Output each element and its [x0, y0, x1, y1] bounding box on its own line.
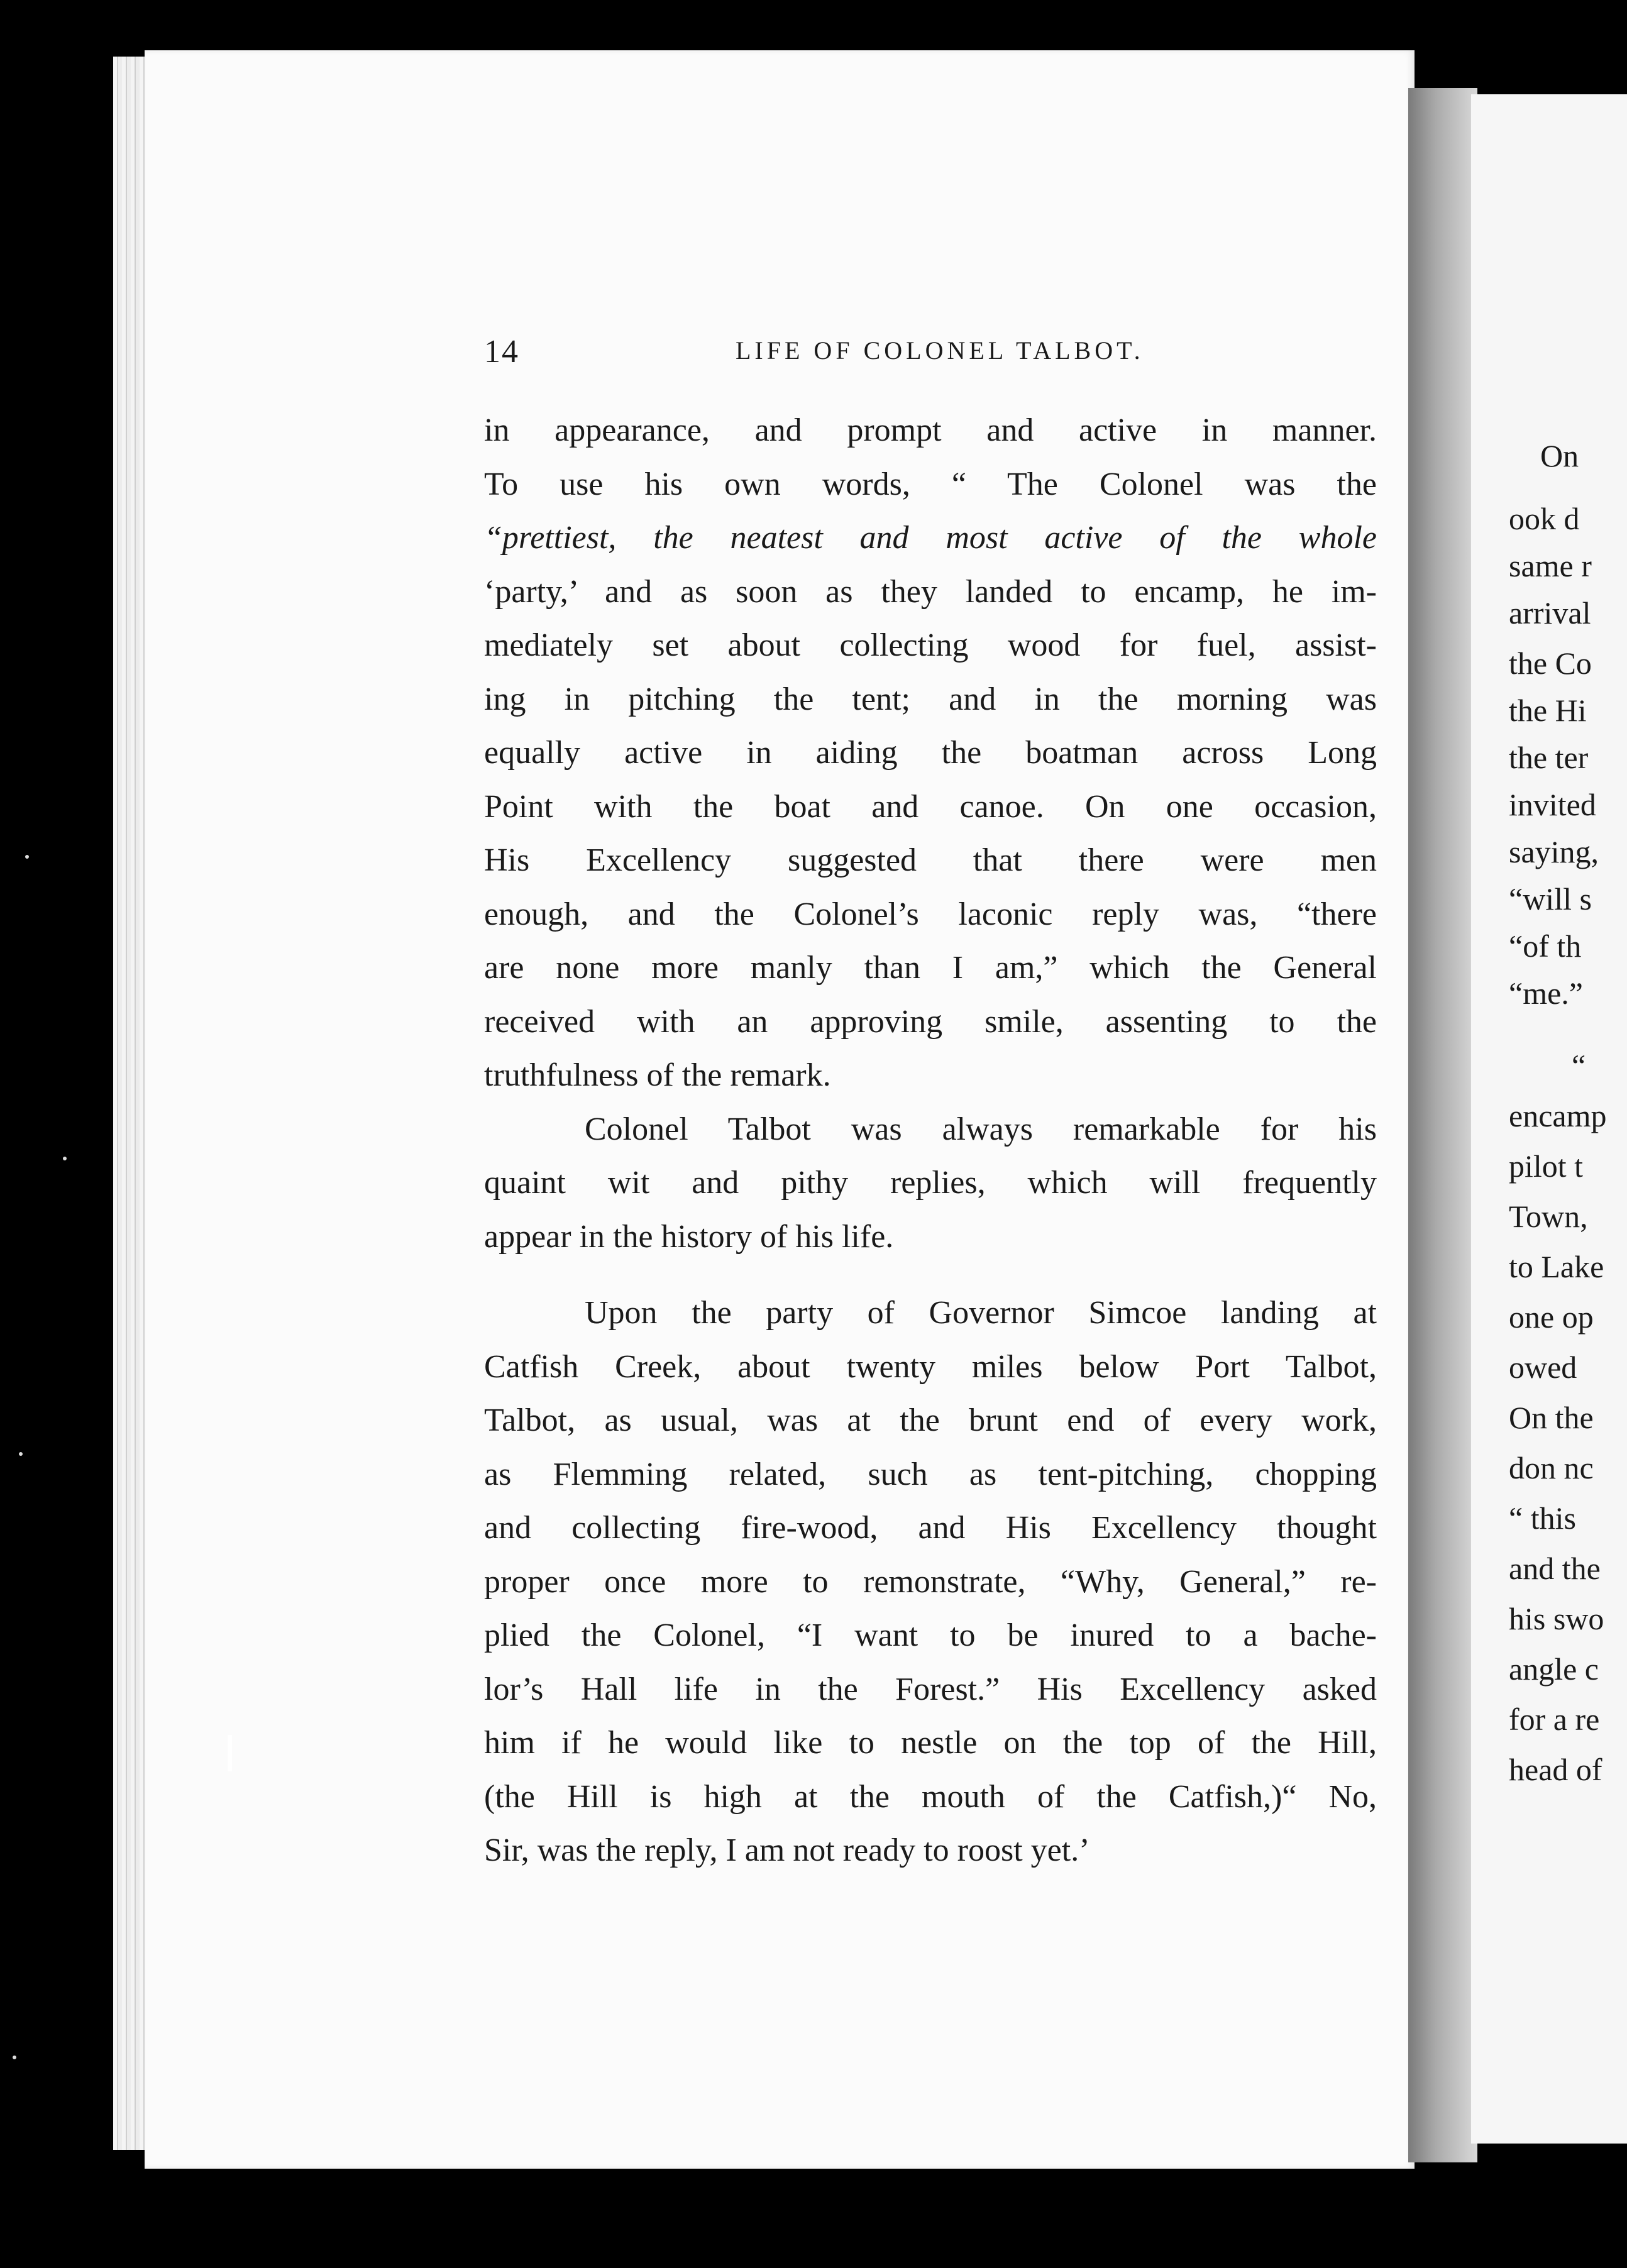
- text-line: proper once more to remonstrate, “Why, General,” re-: [484, 1563, 1377, 1600]
- paragraph: [484, 1103, 1377, 1264]
- text-line: Talbot, as usual, was at the brunt end of every work,: [484, 1402, 1377, 1438]
- facing-line: encamp: [1509, 1098, 1607, 1133]
- scan-artifact: [228, 1735, 232, 1771]
- page-number: 14: [484, 334, 519, 370]
- facing-page: [1471, 94, 1627, 2144]
- paragraph-gap: [484, 1263, 1377, 1286]
- scan-artifact: [19, 1452, 23, 1456]
- facing-line: “me.”: [1509, 976, 1583, 1011]
- facing-line: the Co: [1509, 646, 1592, 681]
- text-line: him if he would like to nestle on the top of the Hill,: [484, 1725, 1377, 1761]
- facing-line: and the: [1509, 1551, 1601, 1586]
- facing-line: to Lake: [1509, 1249, 1604, 1284]
- facing-line: the ter: [1509, 740, 1589, 775]
- text-line: Colonel Talbot was always remarkable for his: [585, 1111, 1377, 1147]
- text-line: and collecting fire-wood, and His Excellency thought: [484, 1510, 1377, 1546]
- text-line: plied the Colonel, “I want to be inured to a bache-: [484, 1617, 1377, 1653]
- facing-line: On: [1540, 438, 1579, 473]
- scan-artifact: [25, 855, 29, 859]
- text-line: Catfish Creek, about twenty miles below Port Talbot,: [484, 1348, 1377, 1385]
- facing-line: angle c: [1509, 1651, 1599, 1687]
- facing-line: saying,: [1509, 834, 1599, 869]
- facing-line: one op: [1509, 1299, 1594, 1335]
- facing-line: the Hi: [1509, 693, 1587, 728]
- page-header: [484, 333, 1377, 377]
- text-line: are none more manly than I am,” which the General: [484, 950, 1377, 986]
- facing-line: owed: [1509, 1350, 1577, 1385]
- scan-artifact: [63, 1157, 67, 1160]
- text-line: received with an approving smile, assenting to the: [484, 1003, 1377, 1040]
- text-line: lor’s Hall life in the Forest.” His Excellency asked: [484, 1671, 1377, 1707]
- body-text: [484, 404, 1377, 1878]
- text-line: mediately set about collecting wood for fuel, assist-: [484, 627, 1377, 663]
- facing-line: same r: [1509, 548, 1592, 583]
- text-line: as Flemming related, such as tent-pitching, chopping: [484, 1456, 1377, 1492]
- text-line: His Excellency suggested that there were men: [484, 842, 1377, 878]
- text-line: appear in the history of his life.: [484, 1218, 894, 1255]
- facing-line: invited: [1509, 787, 1596, 822]
- paragraph: [484, 1286, 1377, 1878]
- facing-line: head of: [1509, 1752, 1602, 1787]
- text-line: in appearance, and prompt and active in manner.: [484, 412, 1377, 448]
- facing-line: for a re: [1509, 1702, 1600, 1737]
- scan-artifact: [13, 2056, 16, 2059]
- facing-line: pilot t: [1509, 1148, 1584, 1184]
- facing-line: On the: [1509, 1400, 1594, 1435]
- facing-line: ook d: [1509, 501, 1580, 536]
- facing-line: Town,: [1509, 1199, 1588, 1234]
- facing-line: don nc: [1509, 1450, 1594, 1485]
- text-line: enough, and the Colonel’s laconic reply was, “there: [484, 896, 1377, 932]
- text-line: Upon the party of Governor Simcoe landing at: [585, 1295, 1377, 1331]
- book-gutter: [1408, 88, 1477, 2162]
- facing-line: “of th: [1509, 928, 1582, 964]
- facing-line: his swo: [1509, 1601, 1604, 1636]
- text-line: (the Hill is high at the mouth of the Catfish,)“ No,: [484, 1778, 1377, 1815]
- text-line: ‘party,’ and as soon as they landed to encamp, he im-: [484, 573, 1377, 610]
- text-line: quaint wit and pithy replies, which will frequently: [484, 1165, 1377, 1201]
- text-line: Sir, was the reply, I am not ready to roost yet.’: [484, 1832, 1090, 1868]
- text-line: “prettiest, the neatest and most active of the whole: [484, 520, 1377, 556]
- text-line: To use his own words, “ The Colonel was the: [484, 466, 1377, 502]
- text-line: Point with the boat and canoe. On one occasion,: [484, 788, 1377, 825]
- facing-line: “: [1572, 1048, 1586, 1083]
- facing-line: “ this: [1509, 1500, 1576, 1536]
- text-line: truthfulness of the remark.: [484, 1057, 831, 1093]
- running-title: LIFE OF COLONEL TALBOT.: [736, 336, 1144, 365]
- text-line: equally active in aiding the boatman across Long: [484, 735, 1377, 771]
- text-line: ing in pitching the tent; and in the morning was: [484, 681, 1377, 717]
- facing-line: arrival: [1509, 595, 1591, 630]
- paragraph: [484, 404, 1377, 1103]
- facing-line: “will s: [1509, 881, 1592, 917]
